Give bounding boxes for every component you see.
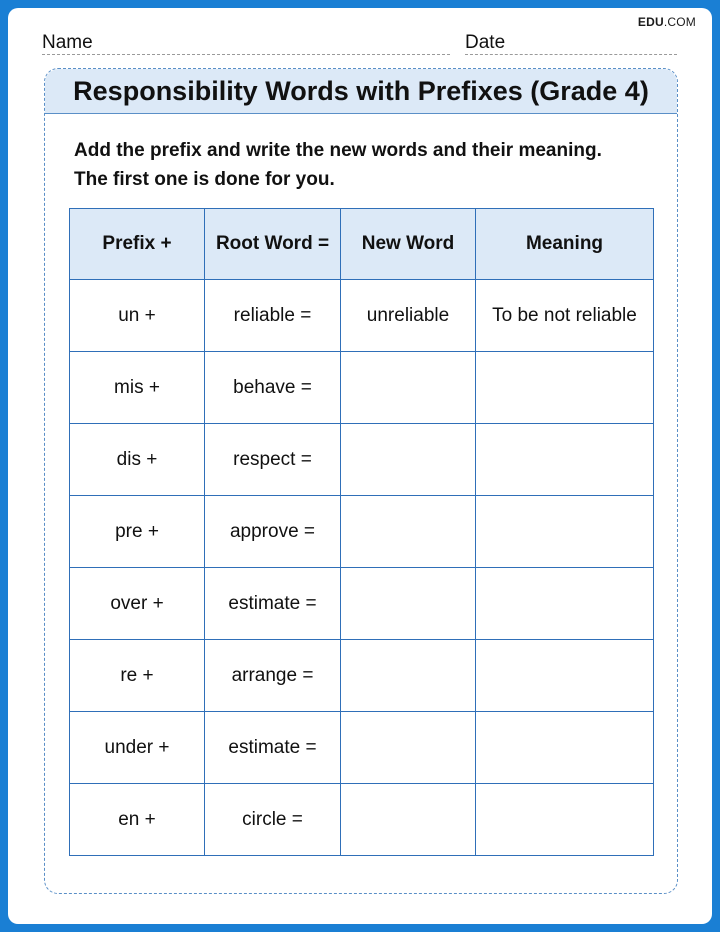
prefix-cell: mis + [70,352,205,424]
prefix-cell: pre + [70,496,205,568]
root-word-cell: approve = [205,496,341,568]
new-word-cell[interactable] [341,784,476,856]
worksheet-panel [44,68,678,894]
column-header-root-word: Root Word = [205,209,341,280]
meaning-cell[interactable]: To be not reliable [476,280,654,352]
table-row [70,424,654,496]
date-label: Date [465,32,506,53]
instructions [74,136,654,194]
prefix-cell: under + [70,712,205,784]
worksheet-page [8,8,712,924]
prefix-cell: re + [70,640,205,712]
brand-logo [638,15,696,29]
table-row [70,280,654,352]
root-word-cell: estimate = [205,712,341,784]
name-field[interactable] [42,32,450,55]
table-row [70,496,654,568]
column-header-new-word: New Word [341,209,476,280]
title-banner [45,69,677,114]
root-word-cell: estimate = [205,568,341,640]
meaning-cell[interactable] [476,424,654,496]
prefix-cell: dis + [70,424,205,496]
instructions-line-2: The first one is done for you. [74,169,335,190]
instructions-line-1: Add the prefix and write the new words and their meaning. [74,140,602,161]
new-word-cell[interactable] [341,496,476,568]
root-word-cell: reliable = [205,280,341,352]
prefix-table [69,208,654,856]
column-header-meaning: Meaning [476,209,654,280]
root-word-cell: arrange = [205,640,341,712]
prefix-cell: en + [70,784,205,856]
date-field[interactable] [465,32,677,55]
table-row [70,568,654,640]
new-word-cell[interactable] [341,424,476,496]
root-word-cell: circle = [205,784,341,856]
prefix-cell: un + [70,280,205,352]
prefix-cell: over + [70,568,205,640]
brand-logo-prefix: EDU [637,15,664,29]
new-word-cell[interactable] [341,352,476,424]
root-word-cell: respect = [205,424,341,496]
table-row [70,640,654,712]
meaning-cell[interactable] [476,640,654,712]
column-header-prefix: Prefix + [70,209,205,280]
table-row [70,352,654,424]
table-row [70,712,654,784]
root-word-cell: behave = [205,352,341,424]
table-header-row [70,209,654,280]
name-label: Name [42,32,93,53]
new-word-cell[interactable] [341,568,476,640]
table-row [70,784,654,856]
new-word-cell[interactable] [341,712,476,784]
meaning-cell[interactable] [476,352,654,424]
meaning-cell[interactable] [476,568,654,640]
new-word-cell[interactable] [341,640,476,712]
worksheet-title: Responsibility Words with Prefixes (Grade 4) [73,76,649,106]
meaning-cell[interactable] [476,496,654,568]
meaning-cell[interactable] [476,712,654,784]
meaning-cell[interactable] [476,784,654,856]
new-word-cell[interactable]: unreliable [341,280,476,352]
brand-logo-suffix: .COM [663,15,696,29]
